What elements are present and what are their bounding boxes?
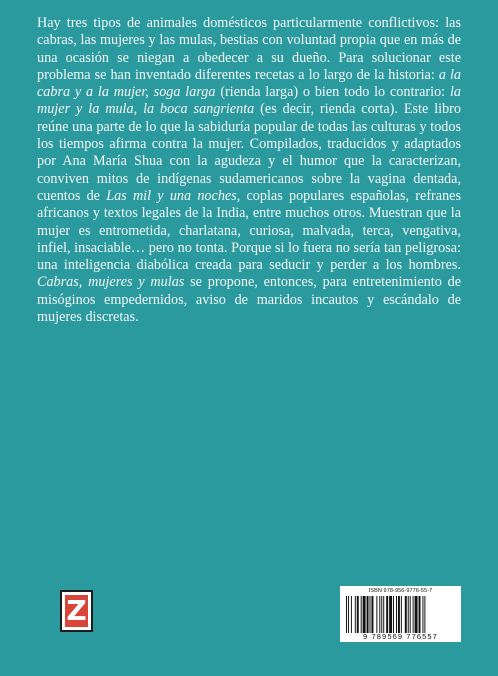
isbn-label: ISBN 978-956-9776-55-7 [368,588,433,594]
barcode-bar [379,596,380,633]
barcode-bar [413,596,414,633]
barcode-bar [389,596,392,633]
barcode-bar [405,596,407,633]
barcode-bar [393,596,394,633]
barcode-bar [381,596,382,633]
isbn-barcode [340,586,461,642]
blurb-italic-mil-y-una-noches: Las mil y una noches [106,187,237,204]
barcode-bar [361,596,362,633]
barcode-bar [410,596,411,633]
publisher-logo-letter: Z [66,594,87,627]
blurb-italic-book-title: Cabras, mujeres y mulas [37,274,185,291]
barcode-bar [370,596,371,633]
blurb-text-3: (es decir, rienda corta). Este libro reúne una parte de lo que la sabiduría popular de todas las culturas y todos los tiempos afirma contra la mujer. Compilados, traducidos y adaptados por Ana María Shua con la agudeza y el humor que la caracterizan, conviven mitos de indígenas sudamericanos sobre la vagina dentada, cuentos de [37,101,461,204]
barcode-digits: 9 789569 776557 [363,632,438,641]
barcode-bar [415,596,418,633]
barcode-bar [367,596,369,633]
blurb-italic-soga-larga: a la cabra y a la mujer, soga larga [37,66,461,101]
barcode-bar [419,596,421,633]
barcode-bars [346,596,455,633]
barcode-bar [363,596,366,633]
barcode-bar [383,596,384,633]
barcode-bar [398,596,400,633]
blurb-text-1: Hay tres tipos de animales domésticos particularmente conflictivos: las cabras, las mujeres y las mulas, bestias con voluntad propia que en más de una ocasión se niegan a obedecer a su dueño. Para solucionar este problema se han inventado diferentes recetas a lo largo de la historia: [37,15,461,83]
barcode-bar [424,596,425,633]
barcode-bar [351,596,352,633]
barcode-bar [422,596,423,633]
barcode-bar [408,596,409,633]
barcode-bar [401,596,402,633]
barcode-bar [346,596,347,633]
publisher-logo [60,590,93,632]
blurb-text-4: , coplas populares españolas, refranes africanos y textos legales de la India, entre muchos otros. Muestran que la mujer es entrometida, charlatana, curiosa, malvada, terca, vengativa, infiel, insaciable… pero no tonta. Porque si lo fuera no sería tan peligrosa: una inteligencia diabólica creada para seducir y perder a los hombres. [37,187,461,274]
barcode-bar [371,596,373,633]
barcode-bar [376,596,377,633]
barcode-bar [396,596,397,633]
barcode-bar [357,596,359,633]
barcode-bar [355,596,356,633]
back-cover-blurb [37,15,461,326]
blurb-italic-boca-sangrienta: la mujer y la mula, la boca sangrienta [37,84,461,118]
barcode-bar [348,596,349,633]
barcode-bar [386,596,388,633]
blurb-text-5: se propone, entonces, para entretenimiento de misóginos empedernidos, aviso de maridos incautos y escándalo de mujeres discretas. [37,274,462,326]
blurb-text-2: (rienda larga) o bien todo lo contrario: [215,84,450,101]
